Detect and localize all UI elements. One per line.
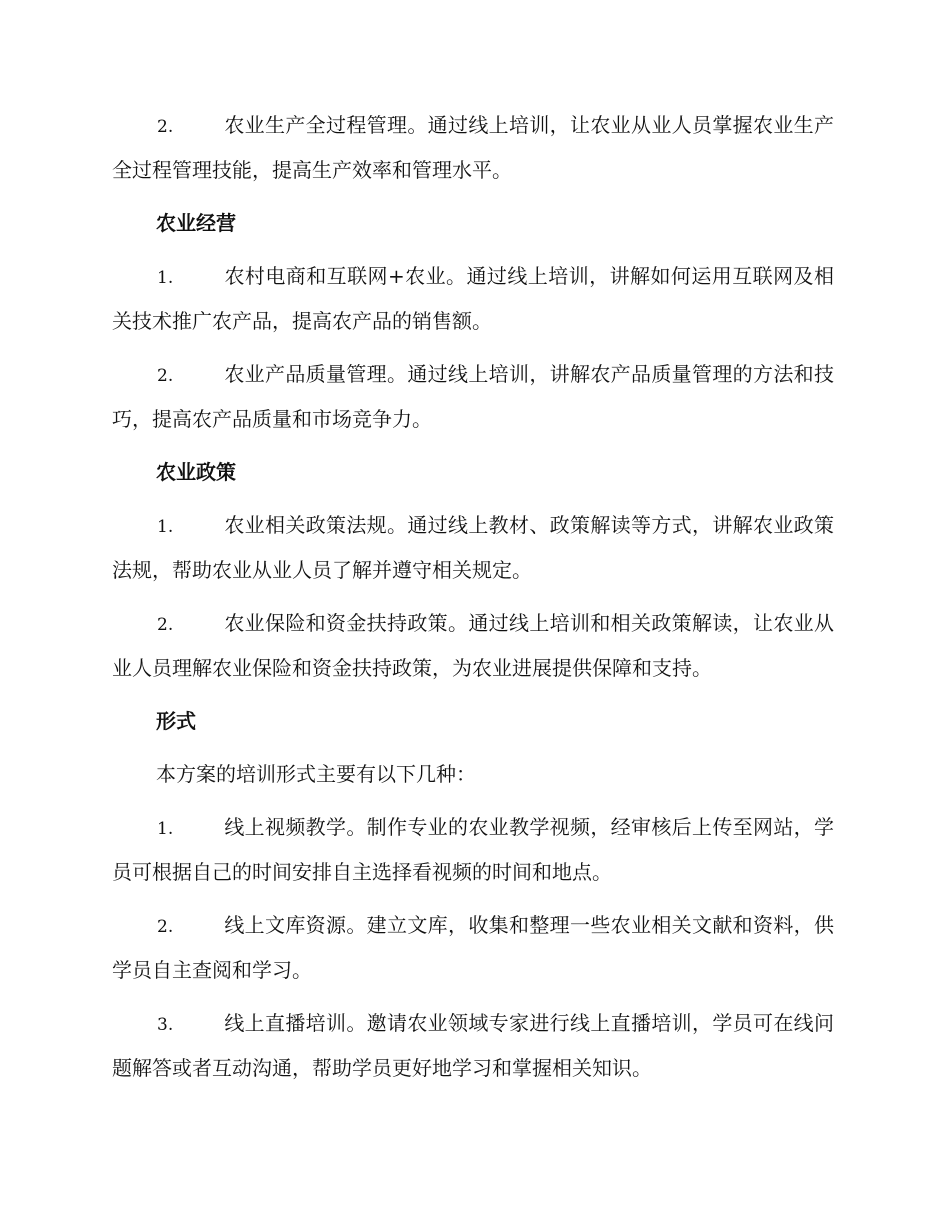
document-body xyxy=(112,104,834,1100)
list-text: 农业相关政策法规。通过线上教材、政策解读等方式，讲解农业政策法规，帮助农业从业人员了解并遵守相关规定。 xyxy=(112,513,834,582)
list-number: 3. xyxy=(157,1015,174,1035)
list-item xyxy=(112,353,834,441)
list-number: 2. xyxy=(157,366,174,386)
section-heading: 农业政策 xyxy=(156,460,236,484)
list-number: 2. xyxy=(157,615,174,635)
list-number: 2. xyxy=(157,917,174,937)
list-text: 农村电商和互联网+农业。通过线上培训，讲解如何运用互联网及相关技术推广农产品，提高农产品的销售额。 xyxy=(112,264,834,333)
list-item xyxy=(112,104,834,192)
list-item xyxy=(112,255,834,343)
list-text: 线上视频教学。制作专业的农业教学视频，经审核后上传至网站，学员可根据自己的时间安排自主选择看视频的时间和地点。 xyxy=(112,815,834,884)
list-text: 农业生产全过程管理。通过线上培训，让农业从业人员掌握农业生产全过程管理技能，提高生产效率和管理水平。 xyxy=(112,113,834,182)
list-item xyxy=(112,1002,834,1090)
list-text: 线上文库资源。建立文库，收集和整理一些农业相关文献和资料，供学员自主查阅和学习。 xyxy=(112,913,834,982)
list-item xyxy=(112,602,834,690)
list-item xyxy=(112,504,834,592)
section-heading: 农业经营 xyxy=(156,211,236,235)
list-number: 2. xyxy=(157,117,174,137)
body-paragraph: 本方案的培训形式主要有以下几种： xyxy=(156,762,476,786)
list-number: 1. xyxy=(157,819,174,839)
list-number: 1. xyxy=(157,517,174,537)
list-text: 农业保险和资金扶持政策。通过线上培训和相关政策解读，让农业从业人员理解农业保险和资金扶持政策，为农业进展提供保障和支持。 xyxy=(112,611,834,680)
list-text: 线上直播培训。邀请农业领域专家进行线上直播培训，学员可在线问题解答或者互动沟通，帮助学员更好地学习和掌握相关知识。 xyxy=(112,1011,834,1080)
list-item xyxy=(112,904,834,992)
section-heading: 形式 xyxy=(156,709,196,733)
list-text: 农业产品质量管理。通过线上培训，讲解农产品质量管理的方法和技巧，提高农产品质量和市场竞争力。 xyxy=(112,362,834,431)
list-number: 1. xyxy=(157,268,174,288)
list-item xyxy=(112,806,834,894)
